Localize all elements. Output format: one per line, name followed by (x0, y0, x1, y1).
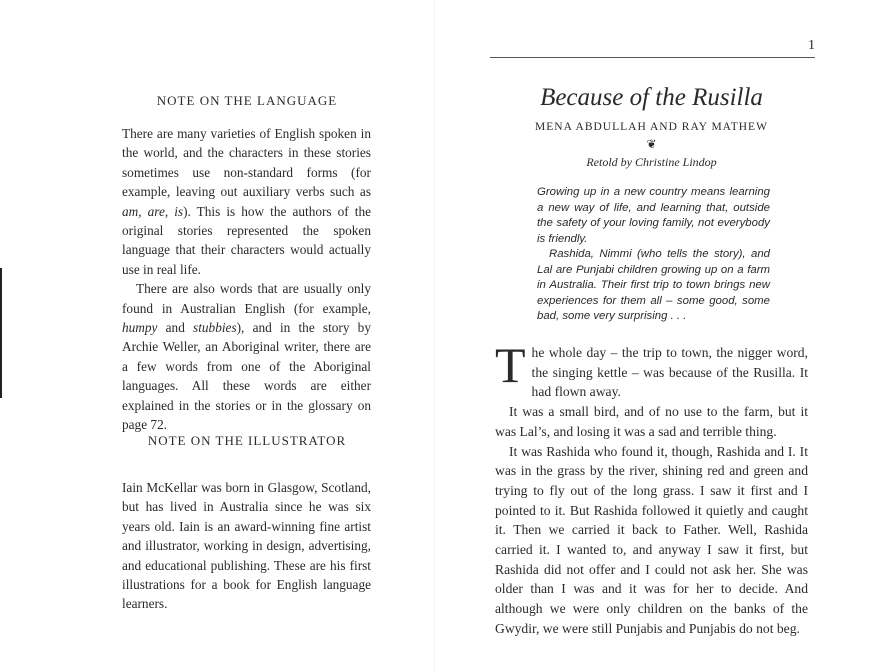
text: and (157, 320, 194, 336)
book-gutter (434, 0, 435, 672)
heading-note-on-language: NOTE ON THE LANGUAGE (156, 93, 338, 108)
heading-note-on-illustrator: NOTE ON THE ILLUSTRATOR (147, 433, 347, 448)
page-number: 1 (808, 38, 815, 53)
story-title: Because of the Rusilla (540, 84, 763, 111)
text: he whole day – the trip to town, the nigger word, the singing kettle – was because of the Rusilla. It had flown away. (531, 345, 808, 400)
drop-cap: T (495, 337, 526, 393)
text: ), and in the story by Archie Weller, an Aboriginal writer, there are a few words from one of the Aboriginal languages. All these words are either explained in the stories or in the glossary on page 72. (122, 320, 371, 433)
text: There are many varieties of English spoken in the world, and the characters in these stories sometimes use non-standard forms (for example, leaving out auxiliary verbs such as (122, 126, 371, 200)
italic-text: stubbies (193, 320, 237, 336)
intro-paragraph: Growing up in a new country means learning a new way of life, and learning that, outside the safety of your loving family, not everybody is friendly. (537, 186, 770, 245)
paragraph (495, 337, 808, 402)
paragraph (122, 124, 371, 279)
illustrator-note-body (122, 478, 371, 614)
intro-paragraph: Rashida, Nimmi (who tells the story), and Lal are Punjabi children growing up on a farm in Australia. Their first trip to town brings new experiences for them all – some good, some bad, some very surprising . . . (537, 248, 770, 322)
paragraph (122, 279, 371, 434)
paragraph: Iain McKellar was born in Glasgow, Scotland, but has lived in Australia since he was six years old. Iain is an award-winning fine artist and illustrator, working in design, advertising, and educational publishing. These are his first illustrations for a book for English language learners. (122, 480, 371, 612)
italic-text: am, are, is (122, 203, 184, 219)
text: ). This is how the authors of the original stories represented the spoken language that their characters would actually use in real life. (122, 203, 371, 277)
paragraph: It was a small bird, and of no use to the farm, but it was Lal’s, and losing it was a sad and terrible thing. (495, 404, 808, 439)
story-intro (537, 185, 770, 325)
paragraph: It was Rashida who found it, though, Rashida and I. It was in the grass by the river, shining red and green and trying to fly out of the long grass. I saw it first and I pointed to it. But Rashida followed it quietly and caught it. Then we carried it back to Father. Well, Rashida carried it. I wanted to, and anyway I saw it first, but Rashida did not offer and I could not ask her. She was older than I was and it was for her to decide. And although we were only children on the banks of the Gwydir, we were still Punjabis and Punjabis do not beg. (495, 443, 808, 636)
text: There are also words that are usually only found in Australian English (for example, (122, 281, 371, 316)
language-note-body (122, 124, 371, 435)
header-rule (490, 57, 815, 58)
scan-edge-shadow (0, 268, 2, 398)
retold-by: Retold by Christine Lindop (586, 155, 717, 169)
ornament-icon: ❦ (646, 137, 657, 151)
story-body (495, 337, 808, 639)
italic-text: humpy (122, 320, 158, 336)
story-authors: MENA ABDULLAH AND RAY MATHEW (535, 121, 768, 133)
